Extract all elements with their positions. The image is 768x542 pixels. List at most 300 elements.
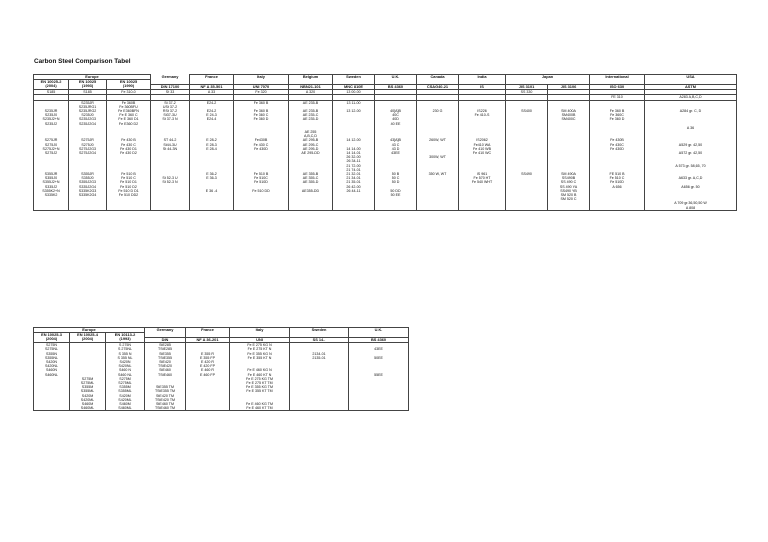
table-cell: S355JR xyxy=(34,172,69,176)
table-cell: StE420 TM xyxy=(145,394,186,398)
table-cell: S460 NL xyxy=(106,373,145,377)
table-cell: AE 295-DD xyxy=(289,151,333,155)
column-header: ASTM xyxy=(645,84,737,89)
column-year: (1993) xyxy=(106,337,145,342)
table-cell: A283 A,B,C,D xyxy=(645,95,737,100)
table-cell: S185 xyxy=(69,90,107,95)
table-cell: E24-2 xyxy=(190,109,234,113)
table-cell: S235JR xyxy=(69,100,107,105)
column-header: JIS 3106 xyxy=(548,84,590,89)
table-cell: St 44-3N xyxy=(151,147,190,151)
table-cell: E24-4 xyxy=(190,117,234,121)
table-cell: S275M xyxy=(106,377,145,381)
table-cell: 43 C xyxy=(375,143,417,147)
table-cell: Fe 510 DD2 xyxy=(107,193,151,197)
table-cell: Fe E 275 KG TM xyxy=(230,377,290,381)
table-cell: IS226 xyxy=(459,109,506,113)
table-cell: Fe E 460 KG N xyxy=(230,368,290,372)
group-header: Japan xyxy=(506,75,590,85)
group-header: Sweden xyxy=(333,75,375,85)
table-cell xyxy=(186,406,230,411)
table-cell: 13 11-00 xyxy=(333,100,375,105)
table-cell: TStE285 xyxy=(145,347,186,351)
table-row xyxy=(34,406,409,411)
table-cell: Fe 430D xyxy=(590,147,645,151)
table-cell: A529 gr. 42,50 xyxy=(645,143,737,147)
table-cell: IS 961 xyxy=(459,172,506,176)
table-cell: 2134-01 xyxy=(290,352,349,356)
table-cell: 21 74-01 xyxy=(333,168,375,172)
table-cell: AE355-DD xyxy=(289,189,333,193)
table-cell: 26 32-00 xyxy=(333,155,375,159)
table-cell: AE 295-D xyxy=(289,147,333,151)
table-cell: 230 G xyxy=(417,109,459,113)
table-cell: S355M xyxy=(70,385,106,389)
table-body xyxy=(34,343,409,411)
group-header: USA xyxy=(645,75,737,85)
table-cell: USt 37-2 xyxy=(151,105,190,109)
table-cell: 43 D xyxy=(375,147,417,151)
table-cell: StE460 xyxy=(145,368,186,372)
table-cell: SM 490A xyxy=(548,172,590,176)
column-header: EN 10025-4 xyxy=(70,333,106,338)
table-cell: StE355 xyxy=(145,352,186,356)
table-cell: S275J0 xyxy=(69,143,107,147)
table-cell: Fe 360 C xyxy=(234,113,289,117)
table-cell: S420M xyxy=(70,394,106,398)
table-cell: S235J2G4 xyxy=(69,122,107,126)
group-header: France xyxy=(190,75,234,85)
table-cell: IS2062 xyxy=(459,138,506,142)
table-cell: S275NL xyxy=(34,347,70,351)
table-cell: Fe E 275 KG N xyxy=(230,343,290,348)
table-cell: Fe 510 C xyxy=(590,176,645,180)
table-cell: Fe410 WA xyxy=(459,143,506,147)
table-cell: SS400 xyxy=(506,109,548,113)
table-cell: S235J2G3 xyxy=(69,117,107,121)
table-cell: Fe 510 C xyxy=(107,176,151,180)
table-cell: TStE355 TM xyxy=(145,389,186,393)
low-alloy-steel-comparison-table xyxy=(33,327,409,411)
table-cell: Fe 360B xyxy=(107,100,151,105)
column-header: NF A 36-201 xyxy=(186,337,230,342)
table-cell: SS490B xyxy=(548,176,590,180)
table-cell: FE 510 B xyxy=(590,172,645,176)
column-year: (1990) xyxy=(107,84,151,89)
column-header: IS xyxy=(459,84,506,89)
group-header: Europe xyxy=(34,328,145,333)
table-cell: AE 355-B xyxy=(289,172,333,176)
table-cell xyxy=(34,406,70,411)
table-cell: Fe 510 B xyxy=(107,172,151,176)
table-cell: S235J2 xyxy=(34,122,69,126)
table-cell: S335K2G4 xyxy=(69,193,107,197)
table-cell: Fe E 460 KG TM xyxy=(230,402,290,406)
table-cell: Fe 360 B xyxy=(590,109,645,113)
carbon-steel-comparison-table xyxy=(33,74,737,211)
table-cell: E 460 R xyxy=(186,368,230,372)
column-header: DIN 17100 xyxy=(151,84,190,89)
table-cell: A,B,C,D xyxy=(289,134,333,138)
table-cell: AE 235-C xyxy=(289,113,333,117)
table-cell: Fe E 275 KT TM xyxy=(230,381,290,385)
table-cell: Fe 360BFU xyxy=(107,105,151,109)
table-cell xyxy=(151,206,190,211)
table-cell: E 460 FP xyxy=(186,373,230,377)
table-cell: E 28-4 xyxy=(190,147,234,151)
table-cell: SM400C xyxy=(548,117,590,121)
page-title: Carbon Steel Comparison Tabel xyxy=(34,58,131,65)
table-cell: TStE460 xyxy=(145,373,186,377)
table-cell: S235J2+N xyxy=(34,117,69,121)
table-cell: S420ML xyxy=(70,398,106,402)
group-header: Europe xyxy=(34,75,151,80)
group-header: Belgium xyxy=(289,75,333,85)
table-cell: S420NL xyxy=(34,364,70,368)
table-cell: S460ML xyxy=(70,406,106,411)
table-cell: S275J2 xyxy=(34,151,69,155)
table-cell: 14 14-01 xyxy=(333,151,375,155)
table-cell: E 24-3 xyxy=(190,113,234,117)
table-row xyxy=(34,206,737,211)
table-cell: St 52-3 N xyxy=(151,180,190,184)
table-cell: S355NL xyxy=(34,356,70,360)
table-cell: S335J2 xyxy=(34,185,69,189)
table-cell: 2135-01 xyxy=(290,356,349,360)
table-cell: A572 gr. 42,50 xyxy=(645,151,737,155)
column-header: EN 10025-2 xyxy=(34,80,69,85)
table-cell: A284 gr. C, D xyxy=(645,109,737,113)
table-cell: TStE460 TM xyxy=(145,406,186,411)
table-cell: SM 400A xyxy=(548,109,590,113)
group-header: Germany xyxy=(145,328,186,338)
column-year: (2004) xyxy=(34,337,70,342)
group-header: Italy xyxy=(234,75,289,85)
table-cell xyxy=(190,206,234,211)
table-cell: Fe 510D xyxy=(234,180,289,184)
table-cell: S355N xyxy=(34,352,70,356)
table-cell: S355K2+N xyxy=(34,189,69,193)
column-header: ISO 630 xyxy=(590,84,645,89)
table-cell: StE460 TM xyxy=(145,402,186,406)
table-cell: 50 EE xyxy=(375,193,417,197)
column-year: (1993) xyxy=(69,84,107,89)
table-cell xyxy=(375,206,417,211)
table-cell: E24-2 xyxy=(190,100,234,105)
table-cell: E 28-3 xyxy=(190,143,234,147)
table-cell: Fe E 355 KG TM xyxy=(230,385,290,389)
table-cell: S355J0 xyxy=(69,176,107,180)
table-cell: 50 C xyxy=(375,176,417,180)
group-header: Italy xyxy=(230,328,290,338)
table-cell: Fe 310-0 xyxy=(107,90,151,95)
table-cell: 350 W, WT xyxy=(417,172,459,176)
table-cell: S460N xyxy=(34,368,70,372)
table-cell xyxy=(333,206,375,211)
table-cell: S 355 N xyxy=(106,352,145,356)
table-cell: E 420 FP xyxy=(186,364,230,368)
table-cell xyxy=(548,206,590,211)
table-cell: 21 32-01 xyxy=(333,172,375,176)
table-cell: S235JR xyxy=(34,109,69,113)
table-cell: S460ML xyxy=(106,406,145,411)
table-cell: S355J2G3 xyxy=(69,180,107,184)
table-cell: S 275NL xyxy=(106,347,145,351)
table-cell: 26 44-11 xyxy=(333,189,375,193)
table-cell: Fe E360 D2 xyxy=(107,122,151,126)
table-cell: S420M xyxy=(106,394,145,398)
table-cell: Fe E 355 KT N xyxy=(230,356,290,360)
table-cell: S460M xyxy=(70,402,106,406)
table-cell: Fe 570 HT xyxy=(459,176,506,180)
table-cell: Fe E 360 D1 xyxy=(107,117,151,121)
table-cell xyxy=(459,206,506,211)
table-cell: ST 44-2 xyxy=(151,138,190,142)
table-cell: Fe 510 D D1 xyxy=(107,189,151,193)
table-cell: Fe 410-S xyxy=(459,113,506,117)
table-cell: TStE355 xyxy=(145,356,186,360)
table-cell: S275JR xyxy=(69,138,107,142)
table-cell xyxy=(417,206,459,211)
table-cell: Fe 360 D xyxy=(590,117,645,121)
column-header: EN 10113-2 xyxy=(106,333,145,338)
table-cell: S235J0 xyxy=(34,113,69,117)
table-cell: A656 gr. 50 xyxy=(645,185,737,189)
table-cell: S460NL xyxy=(34,373,70,377)
table-cell: E 355 R xyxy=(186,352,230,356)
table-cell: 13 00-00 xyxy=(333,90,375,95)
table-cell: Fe 410 WC xyxy=(459,151,506,155)
table-cell: A 320 xyxy=(289,90,333,95)
table-cell: S275ML xyxy=(106,381,145,385)
table-cell: StE285 xyxy=(145,343,186,348)
table-cell: 40 EE xyxy=(375,122,417,126)
table-cell: Fe 510 B xyxy=(234,172,289,176)
table-cell: Fe 510 D2 xyxy=(107,185,151,189)
table-cell: Fe E 355 KT TM xyxy=(230,389,290,393)
column-header: JIS 3101 xyxy=(506,84,548,89)
table-cell: Fe E 275 KT N xyxy=(230,347,290,351)
table-cell: A 656 xyxy=(590,185,645,189)
table-cell: S355J0 xyxy=(34,176,69,180)
table-cell: 50EE xyxy=(349,356,409,360)
table-cell: S355M xyxy=(106,385,145,389)
table-cell: FE 310 xyxy=(590,95,645,100)
table-cell: S185 xyxy=(34,90,69,95)
table-cell: 40D xyxy=(375,117,417,121)
table-cell: A 33 xyxy=(190,90,234,95)
group-header: France xyxy=(186,328,230,338)
table-cell: S275ML xyxy=(70,381,106,385)
table-cell: 26 42-00 xyxy=(333,185,375,189)
table-cell: S275N xyxy=(34,343,70,348)
table-cell: A 709 gr.36,50,50 W xyxy=(645,201,737,205)
table-cell: Fe 430B xyxy=(590,138,645,142)
table-cell: S335J2G4 xyxy=(69,185,107,189)
table-cell: TStE420 TM xyxy=(145,398,186,402)
table-cell: S420N xyxy=(106,360,145,364)
table-cell: Fe 430 B xyxy=(107,138,151,142)
column-header: EN 10025-3 xyxy=(34,333,70,338)
table-cell: St 52-3 U xyxy=(151,176,190,180)
table-cell: St 33 xyxy=(151,90,190,95)
table-cell: St44-3U xyxy=(151,143,190,147)
table-cell: S420ML xyxy=(106,398,145,402)
table-cell: Fe 510 D1 xyxy=(107,180,151,184)
table-cell: A 573 gr. 58,65, 70 xyxy=(645,164,737,168)
table-cell: AE 355-C xyxy=(289,176,333,180)
table-cell: Fe 430 D1 xyxy=(107,147,151,151)
table-cell: SM400B xyxy=(548,113,590,117)
table-cell: SM 520 C xyxy=(548,197,590,201)
table-cell xyxy=(349,406,409,411)
column-header: BS 4360 xyxy=(375,84,417,89)
table-cell: SS 330 xyxy=(506,90,548,95)
column-header: UNI xyxy=(230,337,290,342)
table-cell: Fe 430 C xyxy=(107,143,151,147)
table-cell: S275M xyxy=(70,377,106,381)
table-cell: SS 490 YA xyxy=(548,185,590,189)
table-cell: S355J2+N xyxy=(34,180,69,184)
table-cell: SS490 YB xyxy=(548,189,590,193)
table-cell: Fe 430 C xyxy=(234,143,289,147)
column-header: MNC 810E xyxy=(333,84,375,89)
table-cell: AE 295-C xyxy=(289,143,333,147)
table-cell: S335K2 xyxy=(34,193,69,197)
table-cell xyxy=(34,206,69,211)
group-header: International xyxy=(590,75,645,85)
table-cell xyxy=(69,206,107,211)
table-cell: Fe 320 xyxy=(234,90,289,95)
column-header: CSAG40-21 xyxy=(417,84,459,89)
group-header: Germany xyxy=(151,75,190,85)
table-cell: 14 12-00 xyxy=(333,138,375,142)
table-cell: St37-3U xyxy=(151,113,190,117)
table-cell: Fe 360 B xyxy=(234,100,289,105)
table-cell: 300W, WT xyxy=(417,155,459,159)
table-cell: AE 295-B xyxy=(289,138,333,142)
table-cell: 21 34-01 xyxy=(333,176,375,180)
table-cell: Fe 510D xyxy=(590,180,645,184)
table-cell: Fe 410 WB xyxy=(459,147,506,151)
table-cell: S 355 NL xyxy=(106,356,145,360)
table-cell: E 36-2 xyxy=(190,172,234,176)
table-cell: 55EE xyxy=(349,373,409,377)
table-cell: StE355 TM xyxy=(145,385,186,389)
column-header: NF A 35-501 xyxy=(190,84,234,89)
table-cell: 40C xyxy=(375,113,417,117)
group-header: Sweden xyxy=(290,328,349,338)
table-cell: Fe 510C xyxy=(234,176,289,180)
table-cell: S275J0 xyxy=(34,143,69,147)
table-cell: SS490 xyxy=(506,172,548,176)
table-cell: Fe E360BFN xyxy=(107,109,151,113)
table-cell: St 37-3 N xyxy=(151,117,190,121)
group-header: Canada xyxy=(417,75,459,85)
table-cell: S355ML xyxy=(106,389,145,393)
column-header: NBN21-101 xyxy=(289,84,333,89)
table-cell: SM 520 B xyxy=(548,193,590,197)
table-cell: A633 gr. A,C,D xyxy=(645,176,737,180)
table-cell: 50 D xyxy=(375,180,417,184)
table-cell: AE 235-B xyxy=(289,109,333,113)
table-cell: S460M xyxy=(106,402,145,406)
table-cell: S355JR xyxy=(69,172,107,176)
table-cell: Fe 360 B xyxy=(234,109,289,113)
table-cell: A 808 xyxy=(645,206,737,211)
table-cell: StE420 xyxy=(145,360,186,364)
table-cell xyxy=(234,206,289,211)
table-cell: E 36-3 xyxy=(190,176,234,180)
table-cell: SS 490 C xyxy=(548,180,590,184)
table-cell: St 37-2 xyxy=(151,100,190,105)
table-cell: S355ML xyxy=(70,389,106,393)
table-cell: 50 DD xyxy=(375,189,417,193)
table-cell xyxy=(590,206,645,211)
column-header: EN 10025 xyxy=(69,80,107,85)
table-cell: Fe 430D xyxy=(234,147,289,151)
table-cell: AE 235-D xyxy=(289,117,333,121)
table-cell: S275JR xyxy=(34,138,69,142)
table-cell: S275J2+N xyxy=(34,147,69,151)
table-cell: 50 B xyxy=(375,172,417,176)
table-cell: Fe 510 DD xyxy=(234,189,289,193)
column-year: (2004) xyxy=(70,337,106,342)
table-cell: S275J2G3 xyxy=(69,147,107,151)
table-cell: Fe E 360 C xyxy=(107,113,151,117)
table-cell: 26 34-11 xyxy=(333,159,375,163)
table-cell: 13 12-00 xyxy=(333,109,375,113)
table-cell: E 420 R xyxy=(186,360,230,364)
table-cell: S235J0 xyxy=(69,113,107,117)
table-cell: Fe 430C xyxy=(590,143,645,147)
table-cell: AE 355-D xyxy=(289,180,333,184)
table-cell: A 36 xyxy=(645,126,737,130)
table-cell xyxy=(506,206,548,211)
table-cell: Fe E 460 KT N xyxy=(230,373,290,377)
table-cell xyxy=(107,206,151,211)
table-cell: Fe E 355 KG N xyxy=(230,352,290,356)
table-cell: S420NL xyxy=(106,364,145,368)
table-cell: 14 14-00 xyxy=(333,147,375,151)
table-cell: 260W, WT xyxy=(417,138,459,142)
table-cell xyxy=(289,206,333,211)
column-header: EN 10025 xyxy=(107,80,151,85)
table-cell: Fe E 460 KT TM xyxy=(230,406,290,411)
group-header: U.K. xyxy=(375,75,417,85)
table-cell: E 355 FP xyxy=(186,356,230,360)
table-cell: Fe 540 WHT xyxy=(459,180,506,184)
table-cell: Fe 430 D2 xyxy=(107,151,151,155)
table-cell: RSt 37-2 xyxy=(151,109,190,113)
table-cell: Fe430B xyxy=(234,138,289,142)
table-body xyxy=(34,90,737,211)
column-year: (2004) xyxy=(34,84,69,89)
column-header: DIN xyxy=(145,337,186,342)
table-cell: 43EE xyxy=(349,347,409,351)
table-cell xyxy=(290,406,349,411)
group-header: India xyxy=(459,75,506,85)
table-cell: 21 35-01 xyxy=(333,180,375,184)
table-cell: S420N xyxy=(34,360,70,364)
table-cell: S 275N xyxy=(106,343,145,348)
table-cell: S235JRG2 xyxy=(69,109,107,113)
table-cell: Fe 360 D xyxy=(234,117,289,121)
table-cell: S335K2G3 xyxy=(69,189,107,193)
table-cell: E 28-2 xyxy=(190,138,234,142)
table-cell: AE 235-B xyxy=(289,100,333,105)
table-cell: 43[A]B xyxy=(375,138,417,142)
